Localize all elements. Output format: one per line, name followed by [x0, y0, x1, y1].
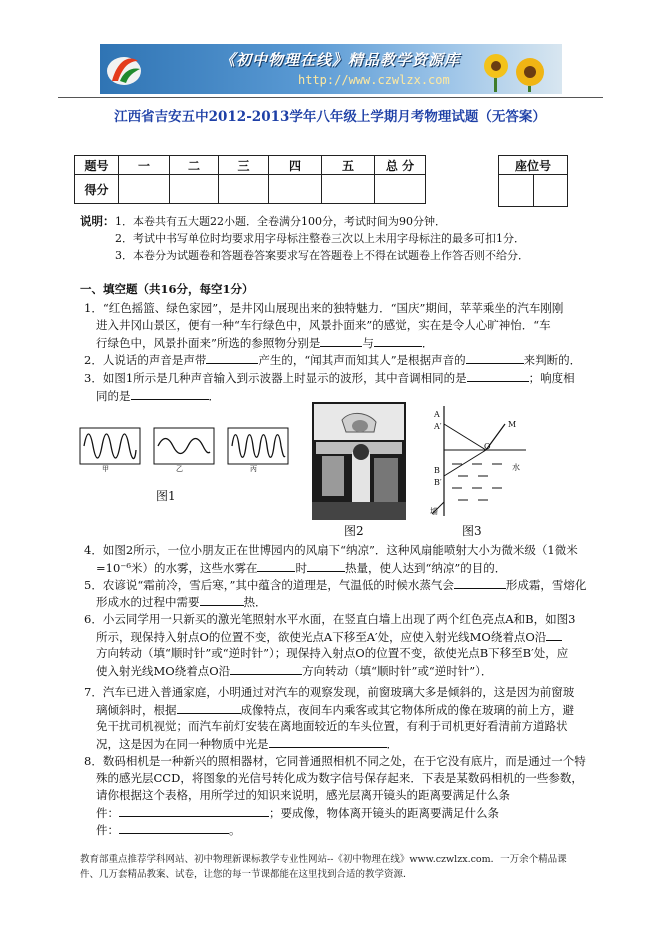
answer-blank[interactable]: [467, 370, 529, 382]
question-8-line: 请你根据这个表格，用所学过的知识来说明，感光层离开镜头的距离要满足什么条: [96, 788, 510, 802]
question-5-line: 5．农谚说“霜前冷，雪后寒，”其中蕴含的道理是，气温低的时候水蒸气会 形成霜，雪熔化: [84, 578, 587, 592]
answer-blank[interactable]: [257, 560, 295, 572]
seat-cell[interactable]: [499, 175, 534, 207]
figure-3-caption: 图3: [462, 524, 482, 538]
answer-blank[interactable]: [206, 352, 258, 364]
seat-cell[interactable]: [533, 175, 568, 207]
banner-divider: [58, 97, 603, 98]
figure-2-photo: [312, 402, 406, 520]
figure-3-label: A: [434, 410, 440, 419]
question-8-line: 8．数码相机是一种新兴的照相器材，它同普通照相机不同之处，在于它没有底片，而是通过一个特: [84, 754, 586, 768]
note-item: 2．考试中书写单位时均要求用字母标注整卷三次以上未用字母标注的最多可扣1分．: [115, 232, 525, 245]
score-header-label: 题号: [75, 156, 119, 175]
figure-1-label: 乙: [176, 465, 183, 473]
question-8-line: 件： 。: [96, 823, 241, 837]
header-banner: [100, 44, 562, 94]
figure-1-label: 甲: [102, 465, 109, 473]
seat-label: 座位号: [499, 156, 568, 175]
section-heading: 一、填空题（共16分，每空1分）: [80, 282, 254, 296]
site-logo: [104, 49, 144, 89]
question-6-line: 所示，现保持入射点O的位置不变，欲使光点A下移至A′处，应使入射光线MO绕着点O沿: [96, 629, 562, 645]
score-cell[interactable]: [269, 175, 322, 204]
answer-blank[interactable]: [307, 560, 345, 572]
answer-blank[interactable]: [269, 736, 387, 748]
banner-brand: 《初中物理在线》精品教学资源库: [220, 51, 461, 69]
question-4-line: 4．如图2所示，一位小朋友正在世博园内的风扇下“纳凉”．这种风扇能喷射大小为微米级（1微米: [84, 543, 578, 557]
question-6-line: 方向转动（填“顺时针”或“逆时针”）；现保持入射点O的位置不变，欲使光点B下移至B′处，应: [96, 646, 569, 660]
figure-3-label: B′: [434, 478, 442, 487]
question-8-line: 件： ；要成像，物体离开镜头的距离要满足什么条: [96, 806, 499, 820]
figure-3-label: 水: [512, 463, 520, 472]
figure-3-label: O: [484, 442, 491, 451]
answer-blank[interactable]: [119, 822, 229, 834]
question-8-line: 殊的感光层CCD，将图象的光信号转化成为数字信号保存起来．下表是某数码相机的一些参数，: [96, 771, 583, 785]
answer-blank[interactable]: [131, 388, 209, 400]
score-cell[interactable]: [170, 175, 219, 204]
waveform-jia: [80, 428, 140, 464]
score-col: 三: [219, 156, 269, 175]
question-6-line: 6．小云同学用一只新买的激光笔照射水平水面，在竖直白墙上出现了两个红色亮点A和B，如图3: [84, 612, 576, 626]
answer-blank[interactable]: [466, 352, 524, 364]
question-6-line: 使入射光线MO绕着点O沿 方向转动（填“顺时针”或“逆时针”）．: [96, 664, 493, 678]
answer-blank[interactable]: [320, 335, 362, 347]
question-4-line: =10⁻⁶米）的水雾，这些水雾在 时 热量，使人达到“纳凉”的目的．: [96, 561, 507, 575]
figure-3-label: M: [508, 420, 517, 429]
question-7-line: 况，这是因为在同一种物质中光是 ．: [96, 737, 398, 751]
score-cell[interactable]: [219, 175, 269, 204]
score-cell[interactable]: [375, 175, 426, 204]
figure-3-label: A′: [434, 422, 442, 431]
notes-label: 说明：: [80, 214, 115, 228]
note-item: 3．本卷分为试题卷和答题卷答案要求写在答题卷上不得在试题卷上作答否则不给分．: [115, 249, 529, 262]
figure-2-caption: 图2: [344, 524, 364, 538]
banner-url[interactable]: http://www.czwlzx.com: [298, 73, 450, 87]
seat-table: [498, 155, 568, 207]
figure-1-label: 丙: [250, 465, 257, 473]
score-cell[interactable]: [119, 175, 170, 204]
question-1-line: 行绿色中，风景扑面来”所选的参照物分别是 与 ．: [96, 336, 434, 350]
score-col: 总 分: [375, 156, 426, 175]
footer-line: 教育部重点推荐学科网站、初中物理新课标教学专业性网站--《初中物理在线》www.czwlzx.com．一万余个精品课: [80, 854, 567, 865]
score-table: [74, 155, 426, 204]
figure-1-caption: 图1: [156, 489, 176, 503]
question-3-line: 3．如图1所示是几种声音输入到示波器上时显示的波形，其中音调相同的是 ；响度相: [84, 371, 575, 385]
answer-blank[interactable]: [546, 629, 562, 641]
page-footer: [80, 852, 620, 882]
score-col: 四: [269, 156, 322, 175]
answer-blank[interactable]: [200, 594, 244, 606]
answer-blank[interactable]: [454, 577, 506, 589]
score-col: 二: [170, 156, 219, 175]
figure-3-label: B: [434, 466, 440, 475]
page-title: 江西省吉安五中2012-2013学年八年级上学期月考物理试题（无答案）: [114, 109, 546, 125]
answer-blank[interactable]: [230, 663, 302, 675]
score-row-label: 得分: [75, 175, 119, 204]
question-2: 2．人说话的声音是声带 产生的，“闻其声而知其人”是根据声音的 来判断的．: [84, 353, 582, 367]
figure-3-label: 墙: [430, 507, 438, 516]
answer-blank[interactable]: [119, 805, 269, 817]
question-5-line: 形成水的过程中需要 热．: [96, 595, 267, 609]
score-col: 一: [119, 156, 170, 175]
figure-1-waveforms: [78, 426, 291, 474]
answer-blank[interactable]: [374, 335, 422, 347]
question-7-line: 璃倾斜时，根据 成像特点，夜间车内乘客或其它物体所成的像在玻璃的前上方，避: [96, 703, 574, 717]
note-item: 1．本卷共有五大题22小题．全卷满分100分，考试时间为90分钟．: [115, 215, 446, 228]
question-1-line: 1．“红色摇篮、绿色家园”，是井冈山展现出来的独特魅力．“国庆”期间，苹苹乘坐的汽车刚刚: [84, 301, 564, 315]
score-col: 五: [322, 156, 375, 175]
waveform-yi: [154, 428, 214, 464]
waveform-bing: [228, 428, 288, 464]
footer-line: 件、几万套精品教案、试卷，让您的每一节课都能在这里找到合适的教学资源．: [80, 869, 413, 880]
score-cell[interactable]: [322, 175, 375, 204]
question-3-line: 同的是 ．: [96, 389, 220, 403]
question-1-line: 进入井冈山景区，便有一种“车行绿色中，风景扑面来”的感觉，实在是令人心旷神怡．“车: [96, 318, 551, 332]
answer-blank[interactable]: [177, 702, 241, 714]
question-7-line: 7．汽车已进入普通家庭，小明通过对汽车的观察发现，前窗玻璃大多是倾斜的，这是因为前窗玻: [84, 685, 575, 699]
sunflower-image: [468, 46, 558, 92]
question-7-line: 免干扰司机视觉；而汽车前灯安装在离地面较近的车头位置，有利于司机更好看清前方道路状: [96, 719, 568, 733]
